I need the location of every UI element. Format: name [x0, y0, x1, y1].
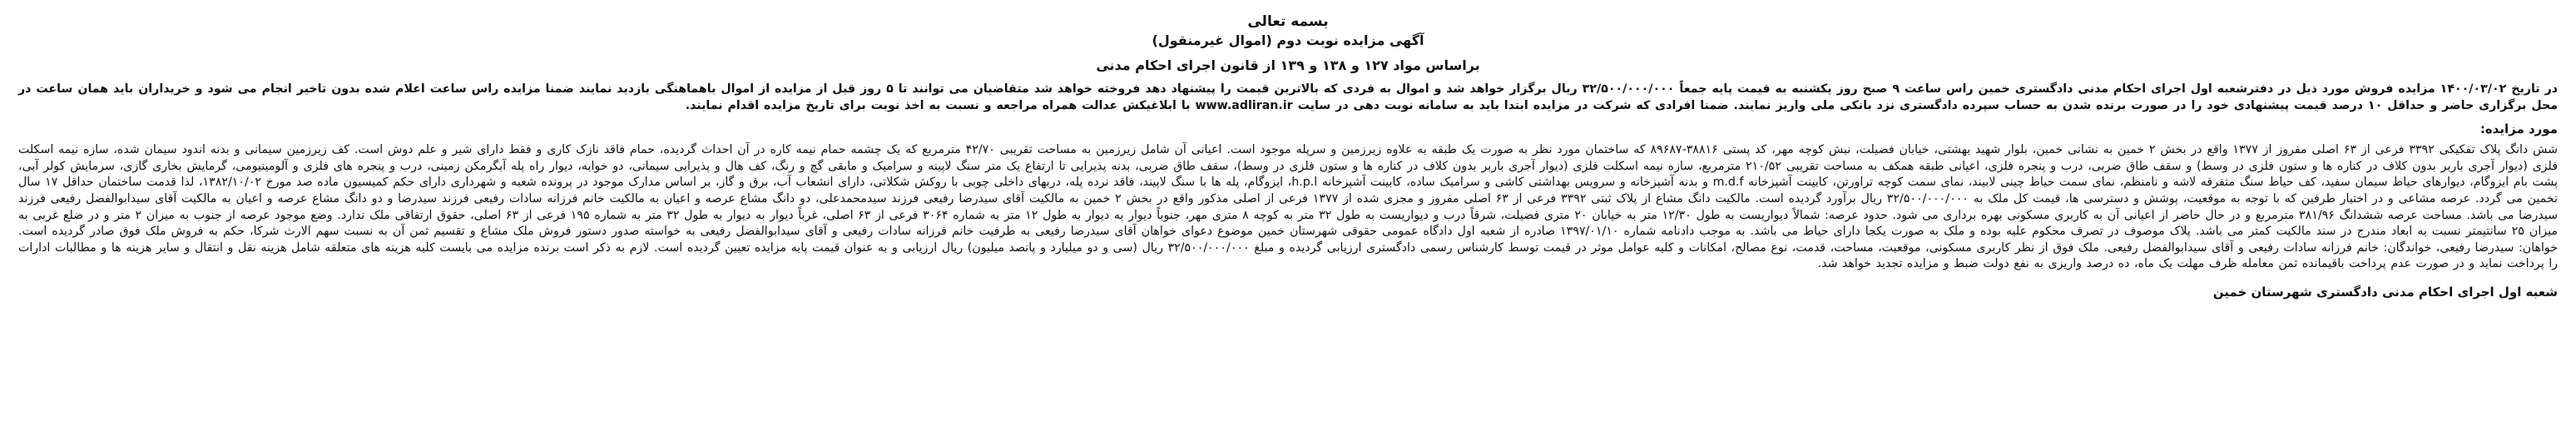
legal-basis: براساس مواد ۱۲۷ و ۱۳۸ و ۱۳۹ از قانون اجرای احکام مدنی: [1096, 57, 1480, 73]
issuer-signature: شعبه اول اجرای احکام مدنی دادگستری شهرستان خمین: [2212, 284, 2558, 300]
intro-text-part1: در تاریخ ۱۴۰۰/۰۳/۰۲ مزایده فروش مورد ذیل در دفترشعبه اول اجرای احکام مدنی دادگستری خمین راس ساعت ۹ صبح روز یکشنبه به قیمت پایه جمعاً ۳۲/۵۰۰/۰۰۰/۰۰۰ ریال برگزار خواهد شد و اموال به فردی که بالاترین قیمت را پیشنهاد دهد فروخته خواهد شد متقاضیان می توانند تا ۵ روز قبل از مزایده از اموال باهماهنگی بازدید نمایند ضمنا مزایده راس ساعت اعلام شده بدون تاخیر انجام می شود و خریداران باید همان ساعت در محل برگزاری حاضر و حداقل ۱۰ درصد قیمت پیشنهادی خود را در صورت برنده شدن به حساب سپرده دادگستری نزد بانکی ملی واریز نمایند. ضمنا افرادی که شرکت در مزایده ابتدا باید به سامانه نوبت دهی در سایت: [18, 82, 2559, 112]
intro-text-part2: با ابلاغیکش عدالت همراه مراجعه و نسبت به اخذ نوبت برای تاریخ مزایده اقدام نمایند.: [685, 98, 1191, 112]
notice-title: آگهی مزایده نوبت دوم (اموال غیرمنقول): [1152, 32, 1424, 48]
subject-label: مورد مزایده:: [2479, 121, 2558, 137]
property-description: شش دانگ پلاک تفکیکی ۳۳۹۲ فرعی از ۶۳ اصلی مفروز از ۱۳۷۷ واقع در بخش ۲ خمین به نشانی خمین، بلوار شهید بهشتی، خیابان فضیلت، نبش کوچه مهر، کد پستی ۳۸۸۱۶-۸۹۶۸۷ که ساختمان مورد نظر به صورت یک طبقه به علاوه زیرزمین و سرپله موجود است. اعیانی آن شامل زیرزمین به مساحت تقریبی ۴۲/۷۰ مترمربع که یک چشمه حمام نیمه کاره در آن احداث گردیده، حمام فاقد نازک کاری و فقط دارای شیر و علم دوش است. کف زیرزمین سیمانی و بدنه اندود سیمان شده، سازه نیمه اسکلت فلزی (دیوار آجری باربر بدون کلاف در کناره ها و ستون فلزی در وسط) و سقف طاق ضربی، درب و پنجره فلزی، اعیانی طبقه همکف به مساحت تقریبی ۲۱۰/۵۲ مترمربع، سازه نیمه اسکلت فلزی (دیوار آجری باربر بدون کلاف در کناره ها و ستون فلزی در وسط)، سقف طاق ضربی، بدنه پذیرایی تا ارتفاع یک متر سنگ لاپینه و سرامیک و مابقی گچ و رنگ، کف هال و پذیرایی سیمانی، دو خوابه، دیوار راه پله آبگرمکن زمینی، درب و پنجره های فلزی و آلومینیومی، گرمایش بخاری گازی، سرمایش کولر آبی، پشت بام ایزوگام، دیوارهای حیاط سیمان سفید، کف حیاط سنگ متفرقه لاشه و نامنظم، نمای سمت حیاط چینی لابیند، نمای سمت کوچه تراورتن، کابینت آشپزخانه m.d.f و بدنه آشپزخانه و سرویس بهداشتی کاشی و سرامیک ساده، کابینت آشپزخانه h.p.l، ایزوگام، پله ها با سنگ لاپیند، فاقد نرده پله، دربهای داخلی چوبی با روکش شکلاتی، دارای انشعاب آب، برق و گاز، بر اساس مدارک موجود در پرونده شعبه و شهرداری دارای حکم کمیسیون ماده صد مورخ ۱۳۸۲/۱۰/۰۲، لذا قدمت ساختمان حداقل ۱۷ سال تخمین می گردد. عرصه مشاعی و در اختیار طرفین که با توجه به موقعیت، پوشش و دسترسی ها، قیمت کل ملک به ۳۲/۵۰۰/۰۰۰/۰۰۰ ریال برآورد گردیده است. مالکیت دانگ مشاع از پلاک ثبتی ۳۳۹۲ فرعی از ۶۳ اصلی مفروز و مجزی شده از ۱۳۷۷ فرعی از اصلی مذکور واقع در بخش ۲ خمین به مالکیت آقای سیدرضا رفیعی فرزند سیدمحمدعلی، دو دانگ مشاع عرصه و اعیان به مالکیت خانم فرزانه سادات رفیعی فرزند سیدرضا و دو دانگ مشاع عرصه و اعیان به مالکیت آقای سیدابوالفضل رفیعی فرزند سیدرضا می باشد. مساحت عرصه ششدانگ ۳۸۱/۹۶ مترمربع و در حال حاضر از اعیانی آن به کاربری مسکونی بهره برداری می شود. حدود عرصه: شمالاً دیواریست به طول ۱۲/۳۰ متر به خیابان ۲۰ متری فضیلت، شرقاً درب و دیواریست به طول ۳۲ متر به کوچه ۸ متری مهر، جنوباً دیوار به دیوار به طول ۱۲ متر به شماره ۳۰۶۴ فرعی از ۶۳ اصلی، غرباً دیوار به دیوار به طول ۳۲ متر به شماره ۱۹۵ فرعی از ۶۳ اصلی، حقوق ارتفاقی ملک ندارد. وضع موجود عرصه از جنوب به میزان ۲ متر و در ضلع غربی به میزان ۲۵ سانتیمتر نسبت به ابعاد مندرج در سند مالکیت کمتر می باشد. پلاک موصوف در تصرف محکوم علیه بوده و ملک به صورت یکجا دارای حیاط می باشد. به موجب دادنامه شماره ۱۳۹۷/۰۱/۱۰ صادره از شعبه اول دادگاه عمومی حقوقی شهرستان خمین موضوع دعوای خواهان آقای سیدرضا رفیعی به طرفیت خانم فرزانه سادات رفیعی و آقای سیدابوالفضل رفیعی به خواسته صدور دستور فروش ملک مشاع و تقسیم ثمن آن به نسبت سهم الارث شرکا، حکم به فروش ملک فوق صادر گردیده است. خواهان: سیدرضا رفیعی، خواندگان: خانم فرزانه سادات رفیعی و آقای سیدابوالفضل رفیعی. ملک فوق از نظر کاربری مسکونی، موقعیت، مساحت، قدمت، نوع مصالح، امکانات و کلیه عوامل موثر در قیمت توسط کارشناس رسمی دادگستری ارزیابی گردیده و مبلغ ۳۲/۵۰۰/۰۰۰/۰۰۰ ریال (سی و دو میلیارد و پانصد میلیون) ریال ارزیابی و به عنوان قیمت پایه مزایده تعیین گردیده است. لازم به ذکر است برنده مزایده می بایست کلیه هزینه های متعلقه شامل هزینه نقل و انتقال و سایر هزینه ها و مطالبات ادارات را پرداخت نماید و در صورت عدم پرداخت باقیمانده ثمن معامله ظرف مهلت یک ماه، ده درصد واریزی به نفع دولت ضبط و مزایده تجدید خواهد شد.: [18, 143, 2559, 271]
intro-paragraph: [18, 82, 2558, 114]
adliran-website-link[interactable]: www.adliran.ir: [1195, 98, 1293, 112]
basmala: بسمه تعالی: [1247, 13, 1329, 30]
